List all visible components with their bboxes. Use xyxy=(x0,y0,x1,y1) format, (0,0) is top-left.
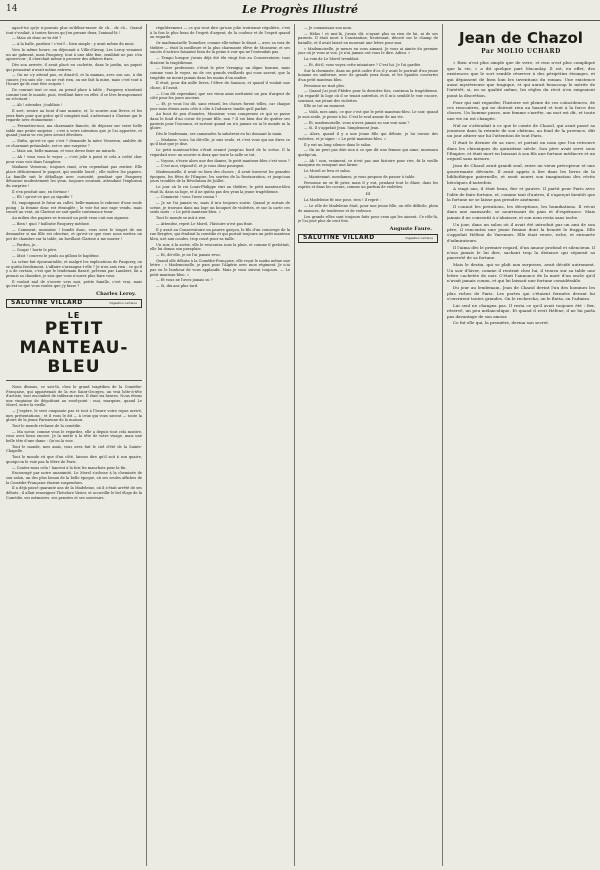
paragraph: — Comment, monsieur ! bondit donc, vous avez le toupet de me demander si ma fille est obscène, et qu'est-ce que vous nous mettez un pot de chambre sur la table, un bovillant Clarisse à me marier ! xyxy=(6,227,142,241)
paragraph: Il s'en produit une, en fortune ! xyxy=(12,189,70,194)
paragraph: Les grands rôles sont toujours faits pour ceux qui les aiment. Ce rôle-là, je l'ai joué plus de cent fois. xyxy=(298,214,438,224)
paragraph: Le petit manteau-bleu s'était avancé jusqu'au bord de la scène. Il la regardait avec un sourire si doux que toute la salle se tut. xyxy=(150,148,290,157)
paragraph: Il était, pour dix mille livres, l'élève de Samson, et quand il voulait une chose, il l'avait. xyxy=(150,81,290,90)
paragraph: — Notre professeur, c'était le père Vernigny, un digne homme, mais comme vous le voyez, un de ces grands vieillards qui vous savent, que la tragédie ne meurt jamais dans les mains d'un maître. xyxy=(150,66,290,80)
paragraph: — Et, je vous l'ai dit, sans retard, les choses furent telles, car chaque jour nous étions assis côte à côte à l'admirer, tandis qu'il parlait. xyxy=(150,102,290,111)
paragraph: Un jour, dans un salon où il avait été introduit par un ami de son père, il rencontra une jeune femme dont la beauté le frappa. Elle s'appelait Hélène de Varennes. Elle était veuve, riche, et entourée d'admirateurs. xyxy=(447,221,595,243)
paragraph: — Attendez, reprit Le Morel, l'histoire n'est pas finie. xyxy=(156,221,254,226)
paragraph: — Permettez-moi, ma charmante fiancée, de déposer sur votre belle table une petite surprise ; c'est à votre intention que je l'ai apportée, et quand j'aurai vu vos joies seront dévolues. xyxy=(6,123,142,138)
paragraph: — Ma soeur, comme vous le regardez, elle a depuis tout cela montre, vous avez beau encore. Je la mette à la tête de votre visage, mais une belle tête d'une dame : Qu'on la voie. xyxy=(6,429,142,444)
paragraph: Quand elle débuta à la Comédie-Française, elle reçut le matin même une lettre : « Mademoiselle, je pars pour l'Algérie avec mon régiment. Je n'ai pas eu le bonheur de vous applaudir. Mais je vous suivrai toujours. — Le petit manteau-bleu. » xyxy=(150,258,290,277)
paragraph: — L'on dit cependant, que ses vieux amis mettaient un peu d'argent de côté pour les jours anciens. xyxy=(150,91,290,101)
col1-story-text xyxy=(6,385,142,500)
paragraph: Le jour où le roi Louis-Philippe vint au théâtre, le petit manteau-bleu était là, dans sa loge, et il ne quitta pas des yeux la jeune tragédienne. xyxy=(150,185,290,194)
paragraph: — Idiot ! courrez le pouls au gilloux le baptême. xyxy=(12,254,100,259)
column-4 xyxy=(447,26,595,866)
paragraph: — Ah ! attendez, j'oubliais ! xyxy=(12,103,63,108)
paragraph: Il y eut un long silence dans le salon. xyxy=(304,142,372,147)
paragraph: — Mais oui, belle-maman, et vous devez faire un miracle. xyxy=(12,149,117,154)
col3-text-continued xyxy=(298,198,438,223)
paragraph: Dès son arrivée, il avait placé en cachette, dans le jardin, un piquet qui pensaient n'avait même entrevu. xyxy=(6,62,142,72)
paragraph: Elle se tut un moment. xyxy=(304,104,346,109)
paragraph: — Voilà, mes amis, ce que c'est que le petit manteau-bleu. Le soir, quand je suis seule, je pense à lui. C'est le seul amour de ma vie. xyxy=(298,110,438,119)
paragraph: — Mais où donc as-tu été ? xyxy=(12,36,62,41)
paragraph: Il voulait mal de s'ouvrir vers moi, petite famille, c'est vrai, mais qu'est-ce que vous voulez que j'y fasse ? xyxy=(6,279,142,289)
novel-author: Par MOLIO UCHARD xyxy=(481,48,561,55)
column-divider xyxy=(294,24,295,866)
paragraph: « Mademoiselle, je meurs en vous aimant. Je vous ai aimée du premier jour où je vous ai vue. Je n'ai jamais osé vous le dire. Adieu. » xyxy=(298,46,438,56)
paragraph: — Enfin, qu'est-ce que c'est ? demande la mère Vesseron, amblée de ce charmant préambule, est-ce une surprise ? xyxy=(6,138,142,148)
paragraph: A vingt ans, il était beau, fier et pauvre. Il partit pour Paris avec l'idée de faire fortune, et, comme tant d'autres, il s'aperçut bientôt que la fortune ne se laisse pas prendre aisément. xyxy=(447,186,595,203)
paragraph: — A la halle, pardieu ! c'est f... bien simple : y avait même du mois. xyxy=(12,42,135,47)
novel-title: Jean de Chazol xyxy=(459,29,583,47)
paragraph: Or mademoiselle Tonnelier, comme elle-même le disait — avec sa voix de théâtre — était la meilleure et la plus charmante élève de Monsieur, et ses succès d'actrice faisaient bien de la peine à voir qui ne l'entendait pas. xyxy=(150,40,290,55)
paragraph: Nous dînions, ce soir-là, chez le grand tragédien de la Comédie-Française, qui appartenait de la rue Saint-Georges, un vrai hôte-à-tête d'artiste, tout encombré de tableaux rares. Il était six heures. Nous étions une vingtaine de dégoûtant au rond-point : moi, marquise, quand Le Morel, entre la vieille. xyxy=(6,384,142,408)
paragraph: Tout le monde réclame de la comédie. xyxy=(12,424,82,429)
column-divider xyxy=(442,24,443,866)
advertisement-salutine-villard xyxy=(6,299,142,308)
paragraph: — Pardon, je... xyxy=(12,242,39,247)
paragraph: Tout le monde rit que d'un côté, laissez dire qu'il soit à son quatre, quoiqu'on le voie pas la Mère de Paris. xyxy=(6,455,142,464)
paragraph: De courant tout ce moi, on prend place à table ; Pasquery n'insérait comme tout le monde, puis, éveillant faire en effet, il se lève brusquement en s'écriant : xyxy=(6,88,142,102)
paragraph: Vers la même heure, on déjeunait à Ville-d'Avray. Les Leroy venaient un air gaîment, mais Pasquery, tout à une idée fixe, semblait ne pas s'en apercevoir ; il cherchait même à prouver des affaires fixes. xyxy=(6,47,142,62)
paragraph: Un soir, à la sortie, elle le rencontra sous la pluie, et comme il grelottait, elle lui donna son parapluie. xyxy=(150,242,290,252)
paragraph: Jean de Chazol avait grandi seul, entre un vieux précepteur et une gouvernante dévouée. Il avait appris à lire dans les livres de la bibliothèque paternelle, et avait nourri son imagination des récits héroïques d'autrefois. xyxy=(447,163,595,185)
paragraph: — Ah ! vous vous le voyez — c'est jolie à point et cela a coûté cher pour vous voir dans l'ampleur. xyxy=(6,155,142,164)
paragraph: La scène fait épouvantable, et malgré les explications de Pasquery, on se quitta froidement. L'affaire s'arrangea-t-elle ? Je n'en sais rien ; ce qu'il y a de certain, c'est que le lendemain fiancé, prévenu par Lambert, lui a promis sa chambre, je sais que vous n'aurez plus faire vous. xyxy=(6,260,142,278)
paragraph: — Voyons, s'écrie alors une des dames, le petit manteau-bleu c'est vous ? xyxy=(156,158,290,163)
paragraph: — Je connaissais son nom. xyxy=(304,26,353,30)
ad-caption: Digestion certaine xyxy=(109,300,137,305)
col2-text xyxy=(150,26,290,289)
page-number: 14 xyxy=(6,4,18,14)
paragraph: Au bout de peu d'années, Monsieur, vous comprenez ce qui se passe dans le fond d'un coeur de jeune fille, non ? Il est bien dur de quitter ses parents pour l'inconnu, et surtout quand on n'a jamais vu ni le monde ni la gloire. xyxy=(150,112,290,131)
paragraph: Mademoiselle, il avait vu bien des choses ; il avait traversé les grandes époques, les fêtes de l'Empire, les soirées de la Restauration, et jusqu'aux jours troublés de la Révolution de Juillet. xyxy=(150,170,290,184)
paragraph: — On ne peut pas dire non à ce que dit une femme qui aime, murmura quelqu'un. xyxy=(298,148,438,157)
paragraph: Il connut les privations, les déceptions, les humiliations. Il vécut dans une mansarde, se nourrissant de pain et d'espérance. Mais jamais il ne consentit à s'abaisser, et son nom resta sans tache. xyxy=(447,203,595,220)
signature-auguste-faure: Auguste Faure. xyxy=(389,225,432,232)
paragraph: — Contez-nous cela ! lancent à la fois les manchots pour la fin. xyxy=(12,465,127,470)
ad-name: SALUTINE VILLARD xyxy=(303,234,375,242)
masthead: Le Progrès Illustré xyxy=(241,3,359,16)
paragraph: — Tempo lorsque j'avais déjà été élu vingt fois au Conservatoire, tous disaient la tragédienne. xyxy=(150,55,290,65)
paragraph: — Et vous ne l'avez jamais su ? xyxy=(156,278,213,283)
paragraph: — Alors, quand il y a une jeune fille qui débute, je lui envoie des violettes, et je signe : « Le petit manteau-bleu. » xyxy=(298,132,438,141)
paragraph: Pour qui sait regarder, l'histoire est pleine de ces coïncidences, de ces rencontres, qui ne doivent rien au hasard et tout à la force des choses. Un homme passe, une femme s'arrête, un mot est dit, et toute une vie en est changée. xyxy=(447,99,595,121)
paragraph: — Et, dit-elle, je ne l'ai jamais revu. xyxy=(156,253,221,258)
paragraph: — Je ne l'ai jamais vu, mais il m'a toujours suivie. Quand je sortais de scène, je trouvais dans ma loge un bouquet de violettes, et sur la carte ces seuls mots : « Le petit manteau-bleu. » xyxy=(150,201,290,215)
paragraph: — Et, mademoiselle, vous n'avez jamais su son vrai nom ? xyxy=(304,120,410,125)
paragraph: — On ne s'y attend pas, se disait-il, et la maman, avec son sac, à dix causer, j'en suis sûr ; on ne voit rien, on me fait la mine, mais c'est tout à l'heure qu'ils vont être surpris ! xyxy=(6,73,142,87)
paragraph: Nul ne s'attendait à ce que le comte de Chazol, qui avait passé sa jeunesse dans la retraite de son château, au fond de la province, dût un jour attirer sur lui l'attention de tout Paris. xyxy=(447,122,595,139)
paragraph: Il a déjà passé quarante ans de la Madeleine, où il s'était arrêté de ses débuts ; il allait renseigner Théodore Vasier, et accueillir le bel éloge de la Comédie, ses mémoires, ses pensées et ses souvenirs. xyxy=(6,486,142,500)
signature-charles-leroy: Charles Leroy. xyxy=(96,290,136,297)
paragraph: — Quand j'ai joué Phèdre pour la dernière fois, continua la tragédienne, j'ai regardé la loge où il se tenait autrefois, et il m'a semblé le voir encore, souriant, me jetant des violettes. xyxy=(298,89,438,103)
paragraph: La Madeleine fit une pose, rien ! il reprit : xyxy=(304,198,381,203)
paragraph: Dès le lendemain, ses camarades la saluèrent en lui donnant la main. xyxy=(156,131,283,136)
story-title-article: LE xyxy=(67,310,81,320)
paragraph: Tout le monde, mes amis, vous avez fait le ciel d'été de la Sainte-Chapelle. xyxy=(6,444,142,454)
paragraph: — C'est moi, répond-il, et je vous dirai pourquoi. xyxy=(156,164,245,169)
paragraph: Encouragé par notre unanimité, Le Morel s'adosse à la cheminée de son salon, un des plus beaux de la belle époque, où ses seules affiches de la Comédie-Française étaient suspendues. xyxy=(6,471,142,485)
paragraph: — Comment ! vous l'avez connu ? xyxy=(156,195,218,200)
page-header xyxy=(0,0,600,21)
paragraph: — Goujat ! horte le père. xyxy=(12,248,58,253)
col4-text xyxy=(447,60,595,325)
col3-text xyxy=(298,26,438,190)
paragraph: Mais le destin, qui se plaît aux surprises, avait décidé autrement. Un soir d'hiver, comme il rentrait chez lui, il trouva sur sa table une lettre cachetée de noir. C'était l'annonce de la mort d'un oncle qu'il n'avait jamais connu, et qui lui laissait une fortune considérable. xyxy=(447,262,595,284)
column-2 xyxy=(150,26,290,866)
paragraph: Sur la cheminée, dans un petit cadre d'or, il y avait le portrait d'un jeune homme en uniforme, avec de grands yeux doux, et les épaules couvertes d'un petit manteau bleu. xyxy=(298,68,438,82)
paragraph: — Maintenant, mesdames, je vous propose de passer à table. xyxy=(304,174,416,179)
paragraph: Il y avait au Conservatoire un pauvre garçon, le fils d'un concierge de la rue Bergère, qui étudiait la comédie et qui portait toujours un petit manteau bleu, usé aux coudes, trop court pour sa taille. xyxy=(150,227,290,241)
paragraph: — Madame, voici, lui dit-elle, je suis seule, et c'est vous qui me direz ce qu'il faut que je dise. xyxy=(150,137,290,147)
column-divider xyxy=(146,24,147,866)
paragraph: — Si. Il s'appelait Jean. Simplement Jean. xyxy=(304,126,380,131)
paragraph: « Rien n'est plus simple que de vivre, et rien n'est plus compliqué que la vie, » a dit quelque part Macaulay. Il est, en effet, des existences que le sort semble réserver à des péripéties étranges, et qui dépassent de bien loin les inventions du roman. Une existence aussi mystérieuse que tragique, et qui aurait beaucoup le mérite de l'intérêt, si, en sa qualité même, les règles du récit n'en exigeaient point la discrétion. xyxy=(447,60,595,98)
paragraph: — Eh ! qu'est-ce que ça signifie ? xyxy=(12,195,73,200)
paragraph: — Le rôle de Madeleine était, pour une jeune fille, un rôle difficile, plein de nuances, de tendresse et de violence. xyxy=(298,204,438,213)
section-number: III xyxy=(365,190,371,196)
paragraph: Au milieu des papiers se trouvait un petit veau cuit aux oignons. xyxy=(12,216,130,221)
paragraph: Tout le monde se mit à rire. xyxy=(156,216,207,221)
ad-caption: Digestion certaine xyxy=(405,235,433,240)
paragraph: Du jour au lendemain, Jean de Chazol devint l'un des hommes les plus riches de Paris. Les portes qui s'étaient fermées devant lui s'ouvrirent toutes grandes. On le rechercha, on le flatta, on l'admira. xyxy=(447,285,595,301)
paragraph: Ce fut elle qui, la première, devina son secret. xyxy=(453,320,550,326)
paragraph: Personne ne se fit prier, mais il y eut, pendant tout le dîner, dans les esprits et dans les coeurs, comme un parfum de violettes. xyxy=(298,180,438,190)
paragraph: — J'espère, le vent cinquante pas et tout à l'heure votre repas arrivé, mes présentations ; et il vous le dit — à ceux qui vous savent — toute la gloire de la jeune Parisienne de la maison. xyxy=(6,409,142,423)
paragraph: Il l'aima dès le premier regard, d'un amour profond et silencieux. Il n'osa jamais le lui dire, sachant trop la distance qui séparait sa pauvreté de sa fortune. xyxy=(447,244,595,261)
paragraph: Le Morel se leva et salua. xyxy=(304,169,351,174)
column-1 xyxy=(6,26,142,866)
ad-name: SALUTINE VILLARD xyxy=(11,299,83,307)
paragraph: — Et, dit-il, vous voyez cette miniature ? C'est lui. Je l'ai gardée. xyxy=(304,62,422,67)
story-title xyxy=(6,311,142,381)
paragraph: Madame Vesseron, toujours riant, n'en cependant pas rentier. Elle place délicatement le paquet, qui semble lourd ; elle enlève les papiers. La famille suit le déballage avec curiosité, pendant que Pasquery détourne modestement les yeux, toujours souriant, attendant l'explosion du surprise ! xyxy=(6,165,142,188)
paragraph: régulièrement — ce qui veut dire qu'une jolie ivoirienne régulière, c'est à la fois le plus beau de l'esprit d'argent, de la couleur et de l'esprit quand on regarde. xyxy=(150,26,290,40)
paragraph: Et, empoignant le futur au collet, belle-maman le rabroue d'une seule poing ; la femme donc est étranglée ; le voir fut une rage vendu, mais trouvé au vent, où Clarisse ne sait quelle contenance tenir. xyxy=(6,201,142,215)
paragraph: Il était le dernier de sa race, et portait un nom que l'on retrouve dans les chroniques du quinzième siècle. Son père avait servi sous l'Empire, et était mort en laissant à son fils une fortune médiocre et un orgueil sans mesure. xyxy=(447,140,595,162)
paragraph: Il sort, rentre au bout d'une minute, et, le sourire aux lèvres et les yeux fixés pour que grâce qu'il comptait mal, s'adressant à Clarisse qui le regarde avec étonnement : xyxy=(6,109,142,123)
paragraph: — Hélas ! et moi-là, j'avais dit, n'ayant plus su rien de lui, ni de ses parents. Il était mort à Constantine, lieutenant, décoré sur le champ de bataille, et il avait laissé en mourant une lettre pour moi. xyxy=(298,31,438,45)
paragraph: agacé-toi qu'je n'pouvais plus m'débar-rasser de ch... de ch... Quand tout s'voulait, à toutes forces qu'j'en prenne deux, l'animal-là ! xyxy=(6,26,142,35)
story-title-main: PETIT MANTEAU-BLEU xyxy=(19,318,129,377)
col1-lead-text xyxy=(6,26,142,289)
paragraph: Lui seul ne changea pas. Il resta ce qu'il avait toujours été : fier, réservé, un peu mélancolique. Et quand il revit Hélène, il ne lui parla pas davantage de son amour. xyxy=(447,302,595,319)
paragraph: — Si, dix ans plus tard. xyxy=(156,284,199,289)
paragraph: La voix de Le Morel tremblait. xyxy=(304,57,360,62)
paragraph: — Bien ! quoi ? balbutie Pasquery médusé. xyxy=(12,221,91,226)
paragraph: Personne ne riait plus. xyxy=(304,83,346,88)
advertisement-salutine-villard xyxy=(298,234,438,243)
paragraph: — Ah ! non, vraiment, ce n'est pas une histoire pour rire, fit la vieille marquise en essuyant une larme. xyxy=(298,158,438,168)
column-3 xyxy=(298,26,438,866)
